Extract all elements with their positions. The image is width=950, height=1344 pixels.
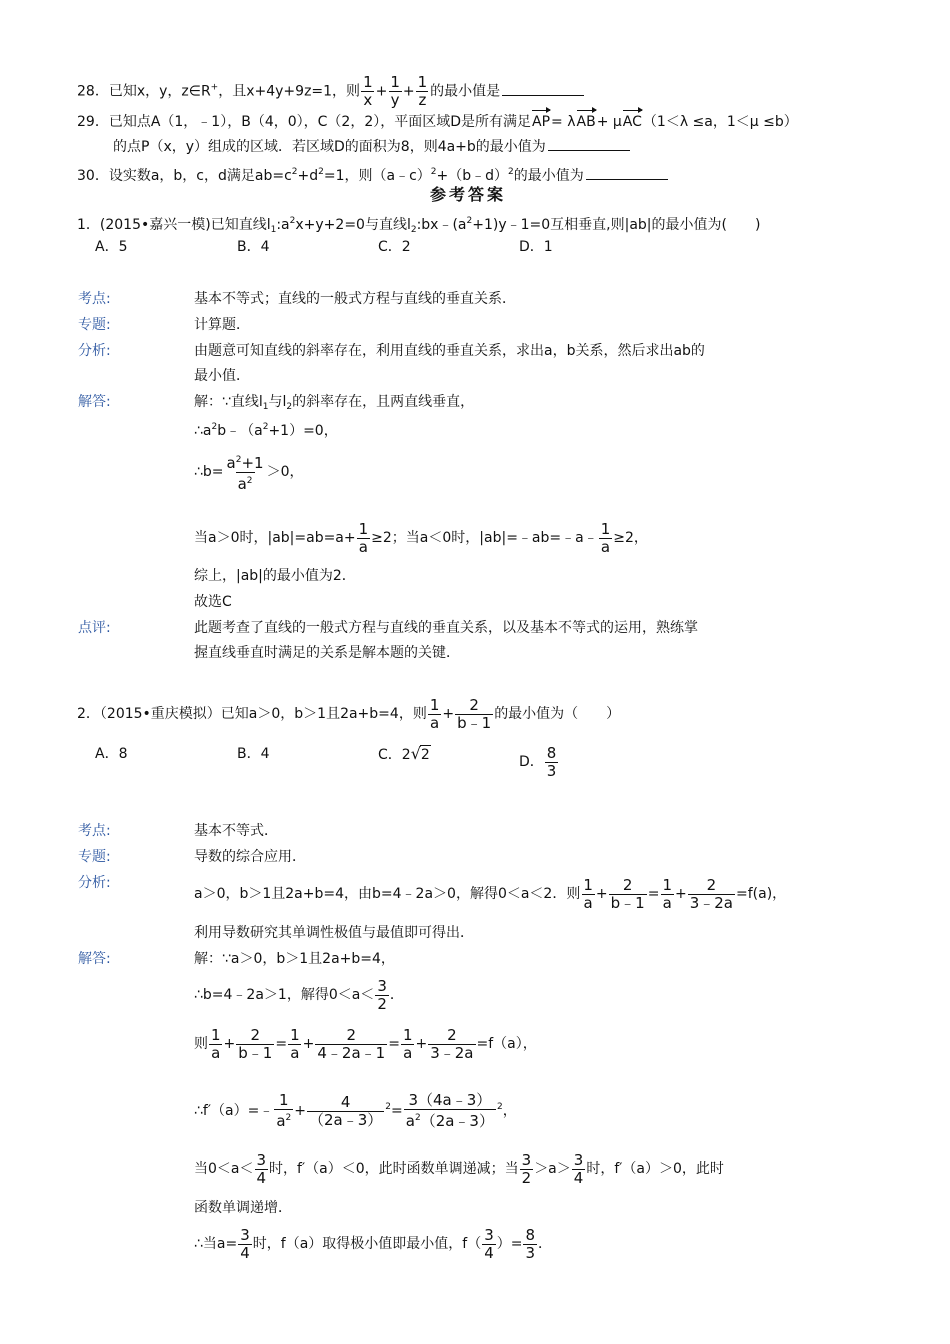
label-kaodian: 考点: — [78, 291, 111, 307]
fraction-2-over-b-minus-1: $\frac{2}{b﹣1}$ — [610, 875, 645, 912]
jieda-line-3: 则 $\frac{1}{a}$ + $\frac{2}{b﹣1}$ = $\frac{1}{a}$ + $\frac{2}{4﹣2a﹣1}$ = $\frac{1}{a}$ + $\frac{2}{3﹣2a}$ =f（a）， — [194, 1025, 537, 1062]
fraction-8-over-3: $\frac{8}{3}$ — [525, 1225, 536, 1262]
fraction-3-over-4: $\frac{3}{4}$ — [573, 1150, 584, 1187]
vector-ab: AB — [576, 114, 596, 130]
fraction-1-over-a: $\frac{1}{a}$ — [290, 1025, 300, 1062]
question-29-line-2 — [113, 138, 630, 156]
zhuanti-text: 计算题． — [194, 317, 250, 333]
fraction-b: $\frac{a^2+1}{a^2}$ — [226, 453, 264, 493]
jieda-line-4: 当a＞0时，|ab|=ab=a+ $\frac{1}{a}$ ≥2；当a＜0时，|ab|=﹣ab=﹣a﹣ $\frac{1}{a}$ ≥2， — [194, 519, 648, 556]
label-zhuanti: 专题: — [78, 317, 111, 333]
fraction-1-over-a: $\frac{1}{a}$ — [358, 519, 369, 556]
jieda-line-5: 综上，|ab|的最小值为2． — [194, 568, 356, 584]
label-fenxi: 分析: — [78, 875, 111, 891]
fraction-1-over-a: $\frac{1}{a}$ — [402, 1025, 413, 1062]
option-a: A．5 — [95, 239, 128, 255]
question-number: 28． — [77, 83, 109, 100]
question-text: ，且x+4y+9z=1，则 — [218, 83, 361, 100]
question-29: 29．已知点A（1，﹣1），B（4，0），C（2，2），平面区域D是所有满足AP= λAB+ μAC（1＜λ ≤a，1＜μ ≤b） — [77, 114, 798, 130]
question-number: 29． — [77, 114, 109, 130]
jieda-line-4: ∴f′（a）=﹣ $\frac{1}{a^2}$ + $\frac{4}{(2a﹣3)}$ $^2$= $\frac{3(4a﹣3)}{a^2(2a﹣3)}$ $^2$， — [194, 1091, 517, 1130]
fraction-3-over-4: $\frac{3}{4}$ — [484, 1225, 494, 1262]
fraction-1-over-y: $\frac{1}{y}$ — [390, 73, 400, 109]
fraction-2-over-b-minus-1: $\frac{2}{b﹣1}$ — [457, 695, 492, 732]
kaodian-text: 基本不等式． — [194, 823, 278, 839]
jieda-line-1: 解：∵直线$l_1$与$l_2$的斜率存在，且两直线垂直， — [194, 394, 475, 412]
answer-section-title: 参考答案 — [430, 185, 507, 204]
option-a: A．8 — [95, 746, 128, 762]
answer-blank — [586, 167, 668, 180]
option-b: B．4 — [237, 239, 270, 255]
fenxi-text-2: 最小值． — [194, 368, 250, 384]
jieda-line-7: ∴当a= $\frac{3}{4}$ 时，f（a）取得极小值即最小值，f（ $\frac{3}{4}$ ）= $\frac{8}{3}$ ． — [194, 1225, 553, 1262]
label-kaodian: 考点: — [78, 823, 111, 839]
option-c: C．2 — [378, 239, 411, 255]
fraction-8-over-3: $\frac{8}{3}$ — [546, 743, 557, 780]
zhuanti-text: 导数的综合应用． — [194, 849, 306, 865]
dianping-text-2: 握直线垂直时满足的关系是解本题的关键． — [194, 645, 460, 661]
fraction-1-over-a: $\frac{1}{a}$ — [600, 519, 611, 556]
label-jieda: 解答: — [78, 951, 111, 967]
label-dianping: 点评: — [78, 620, 111, 636]
fraction-1-over-x: $\frac{1}{x}$ — [363, 73, 373, 109]
question-text: 已知x，y，z∈R — [108, 83, 211, 100]
fraction-4-over-2a-minus-3-squared: $\frac{4}{(2a﹣3)}$ — [309, 1092, 383, 1129]
answer-blank — [548, 138, 630, 151]
fraction-1-over-a: $\frac{1}{a}$ — [662, 875, 672, 912]
fenxi-line-1: a＞0，b＞1且2a+b=4，由b=4﹣2a＞0，解得0＜a＜2．则 $\frac{1}{a}$ + $\frac{2}{b﹣1}$ = $\frac{1}{a}$ + $\frac{2}{3﹣2a}$ =f(a)， — [194, 875, 787, 912]
fraction-1-over-a: $\frac{1}{a}$ — [429, 695, 440, 732]
sqrt-icon: √ — [410, 744, 421, 763]
question-text: 的最小值是 — [430, 83, 501, 100]
answer-blank — [502, 83, 584, 96]
vector-ap: AP — [532, 114, 551, 130]
vector-ac: AC — [622, 114, 642, 130]
jieda-line-5: 当0＜a＜ $\frac{3}{4}$ 时，f′（a）＜0，此时函数单调递减；当 $\frac{3}{2}$ ＞a＞ $\frac{3}{4}$ 时，f′（a）＞0，此时 — [194, 1150, 724, 1187]
fraction-3-over-4: $\frac{3}{4}$ — [240, 1225, 250, 1262]
kaodian-text: 基本不等式；直线的一般式方程与直线的垂直关系． — [194, 291, 516, 307]
label-fenxi: 分析: — [78, 343, 111, 359]
fraction-2-over-b-minus-1: $\frac{2}{b﹣1}$ — [238, 1025, 273, 1062]
option-d: D．1 — [519, 239, 553, 255]
problem-2-header: 2．（2015•重庆模拟）已知a＞0，b＞1且2a+b=4，则 $\frac{1}{a}$ + $\frac{2}{b﹣1}$ 的最小值为（ ） — [77, 695, 621, 732]
question-text: 已知点A（1，﹣1），B（4，0），C（2，2），平面区域D是所有满足 — [108, 114, 532, 130]
fenxi-line-2: 利用导数研究其单调性极值与最值即可得出． — [194, 925, 474, 941]
fraction-2-over-3-minus-2a: $\frac{2}{3﹣2a}$ — [689, 875, 733, 912]
label-jieda: 解答: — [78, 394, 111, 410]
fraction-1-over-a: $\frac{1}{a}$ — [583, 875, 593, 912]
question-number: 30． — [77, 168, 109, 184]
problem-1-header: 1．(2015•嘉兴一模)已知直线$l_1:a^2x+y+2=0$与直线$l_2:bx﹣(a^2+1)y﹣1=0$互相垂直,则|ab|的最小值为( ) — [77, 216, 761, 235]
fraction-2-over-3-minus-2a: $\frac{2}{3﹣2a}$ — [430, 1025, 474, 1062]
question-28: 28．已知x，y，z∈R+，且x+4y+9z=1，则 $\frac{1}{x}$ + $\frac{1}{y}$ + $\frac{1}{z}$ 的最小值是 — [77, 74, 584, 109]
jieda-line-2: $\therefore a^2b﹣(a^2+1)=0$， — [194, 422, 338, 439]
option-d: D． $\frac{8}{3}$ — [519, 743, 557, 780]
fenxi-text-1: 由题意可知直线的斜率存在，利用直线的垂直关系，求出a，b关系，然后求出ab的 — [194, 343, 705, 359]
label-zhuanti: 专题: — [78, 849, 111, 865]
question-text: （1＜λ ≤a，1＜μ ≤b） — [642, 114, 798, 130]
question-30: 30．设实数a，b，c，d满足$ab=c^2+d^2=1$，则（a﹣c）$^2$+（b﹣d）$^2$的最小值为 — [77, 163, 668, 185]
jieda-line-1: 解：∵a＞0，b＞1且2a+b=4， — [194, 951, 395, 967]
option-b: B．4 — [237, 746, 270, 762]
jieda-line-6: 故选C — [194, 594, 232, 610]
fraction-derivative: $\frac{3(4a﹣3)}{a^2(2a﹣3)}$ — [405, 1091, 494, 1130]
fraction-2-over-4-minus-2a-minus-1: $\frac{2}{4﹣2a﹣1}$ — [317, 1025, 386, 1062]
dianping-text-1: 此题考查了直线的一般式方程与直线的垂直关系，以及基本不等式的运用，熟练掌 — [194, 620, 698, 636]
option-c: C．2√2 — [378, 744, 430, 763]
fraction-1-over-z: $\frac{1}{z}$ — [417, 73, 428, 109]
jieda-line-3: ∴b= $\frac{a^2+1}{a^2}$ ＞0， — [194, 453, 304, 493]
fraction-3-over-2: $\frac{3}{2}$ — [521, 1150, 532, 1187]
fraction-1-over-a: $\frac{1}{a}$ — [211, 1025, 221, 1062]
question-text: 的点P（x，y）组成的区域．若区域D的面积为8，则4a+b的最小值为 — [113, 139, 546, 155]
fraction-3-over-4: $\frac{3}{4}$ — [256, 1150, 267, 1187]
fraction-1-over-a-squared: $\frac{1}{a^2}$ — [276, 1091, 292, 1130]
jieda-line-6: 函数单调递增． — [194, 1200, 292, 1216]
jieda-line-2: ∴b=4﹣2a＞1，解得0＜a＜ $\frac{3}{2}$ ． — [194, 976, 404, 1013]
fraction-3-over-2: $\frac{3}{2}$ — [377, 976, 387, 1013]
superscript: + — [210, 82, 219, 93]
